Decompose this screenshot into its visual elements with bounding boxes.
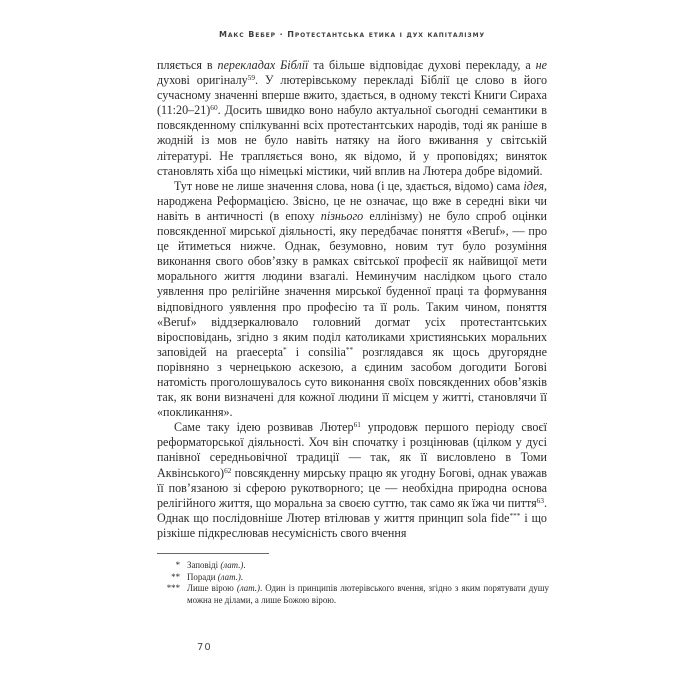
italic-run: (лат.): [220, 560, 244, 570]
italic-run: не: [535, 58, 547, 72]
footnote-separator-rule: [157, 553, 269, 554]
text-run: еллінізму) не було спроб оцінки повсякденної мирської діяльності, яку передбачає поняття «Beruf», — про це йтиметься нижче. Однак, безумовно, новим тут було розуміння виконання свого обов’язку в рамках світської професії як найвищої мети морального життя людини взагалі. Неминучим наслідком цього стало уявлення про релігійне значення мирської буденної праці та формування відповідного уявлення про професію та її роль. Таким чином, поняття «Beruf» віддзеркалювало головний догмат усіх протестантських віросповідань, згідно з яким поділ католиками християнських моральних заповідей на praecepta: [157, 208, 547, 359]
italic-run: (лат.): [236, 583, 260, 594]
footnote-text: [187, 560, 549, 572]
text-run: Заповіді: [187, 560, 221, 570]
superscript-note-ref: ***: [509, 510, 521, 520]
text-run: пляється в: [157, 58, 218, 72]
footnote: [152, 572, 549, 584]
superscript-note-ref: 60: [210, 103, 218, 113]
footnote-marker: *: [175, 560, 180, 570]
text-run: . Досить швидко воно набуло актуальної сьогодні семантики в повсякденному спілкуванні всіх протестантських народів, тоді як раніше в жодній із мов не було навіть натяку на його вживання у світській літературі. Не трапляється воно, як відомо, й у проповідях; виняток становлять хіба що німецькі містики, чий вплив на Лютера добре відомий.: [157, 103, 547, 178]
italic-run: перекладах Біблії: [217, 58, 309, 72]
superscript-note-ref: 61: [353, 420, 361, 430]
text-run: і consilia: [286, 344, 346, 359]
text-run: . Один із принципів лютерівського вчення, згідно з яким порятувати душу можна не ділами, а лише Божою вірою.: [187, 583, 549, 606]
superscript-note-ref: 62: [224, 465, 232, 475]
paragraph: [157, 58, 547, 179]
page-number: 70: [197, 642, 212, 653]
text-run: Поради: [187, 571, 218, 582]
text-run: духові оригіналу: [157, 73, 248, 88]
superscript-note-ref: **: [345, 344, 354, 354]
text-run: , народжена Реформацією. Звісно, це не означає, що вже в середні віки чи навіть в античності (в епоху: [157, 178, 547, 223]
footnote: [152, 583, 549, 606]
superscript-note-ref: *: [283, 344, 287, 354]
text-run: .: [240, 571, 244, 582]
footnotes: [152, 560, 549, 607]
paragraph: [157, 420, 547, 541]
footnote-marker: ***: [166, 583, 180, 594]
italic-run: (лат.): [217, 571, 241, 582]
text-run: і що різкіше підкреслював несумісність свого вчення: [157, 510, 547, 540]
paragraph: [157, 179, 547, 421]
text-run: Тут нове не лише значення слова, нова (і це, здається, відомо) сама: [174, 178, 524, 193]
footnote-text: [187, 583, 549, 606]
running-header: [157, 30, 547, 39]
text-run: . У лютерівському перекладі Біблії це слово в його сучасному значенні вперше вжито, здається, в одному тексті Книги Сираха (11:20–21): [157, 73, 548, 118]
text-run: упродовж першого періоду своєї реформаторської діяльності. Хоч він спочатку і розцінював (цілком у дусі панівної середньовічної традиції — так, як її висловлено в Томи Аквінського): [157, 420, 547, 480]
footnote-marker: **: [171, 571, 180, 582]
text-run: Саме таку ідею розвивав Лютер: [174, 420, 354, 435]
text-run: . Однак що послідовніше Лютер втілював у життя принцип sola fide: [157, 495, 547, 525]
footnote-text: [187, 572, 549, 584]
italic-run: ідея: [523, 178, 544, 193]
text-run: та більше відповідає духові перекладу, а: [308, 58, 536, 72]
superscript-note-ref: 59: [247, 73, 256, 83]
text-run: .: [243, 560, 246, 570]
running-header-text: Макс Вебер · Протестантська етика і дух капіталізму: [219, 30, 485, 39]
superscript-note-ref: 63: [536, 495, 544, 505]
body-text: [157, 58, 547, 541]
text-run: повсякденну мирську працю як угодну Богові, однак уважав її пов’язаною зі сферою рукотворного; це — необхідна природна основа релігійного життя, що моральна за своєю суттю, так само як їжа чи пиття: [157, 465, 547, 510]
italic-run: пізнього: [320, 208, 364, 223]
text-run: розглядався як щось другорядне порівняно з чернецькою аскезою, а єдиним засобом догодити Богові натомість проголошувалось суто виконання своїх повсякденних обов’язків так, як вони визначені для кожної людини її місцем у житті, становлячи її «покликання».: [157, 344, 547, 420]
text-run: Лише вірою: [187, 583, 237, 594]
footnote: [152, 560, 549, 572]
